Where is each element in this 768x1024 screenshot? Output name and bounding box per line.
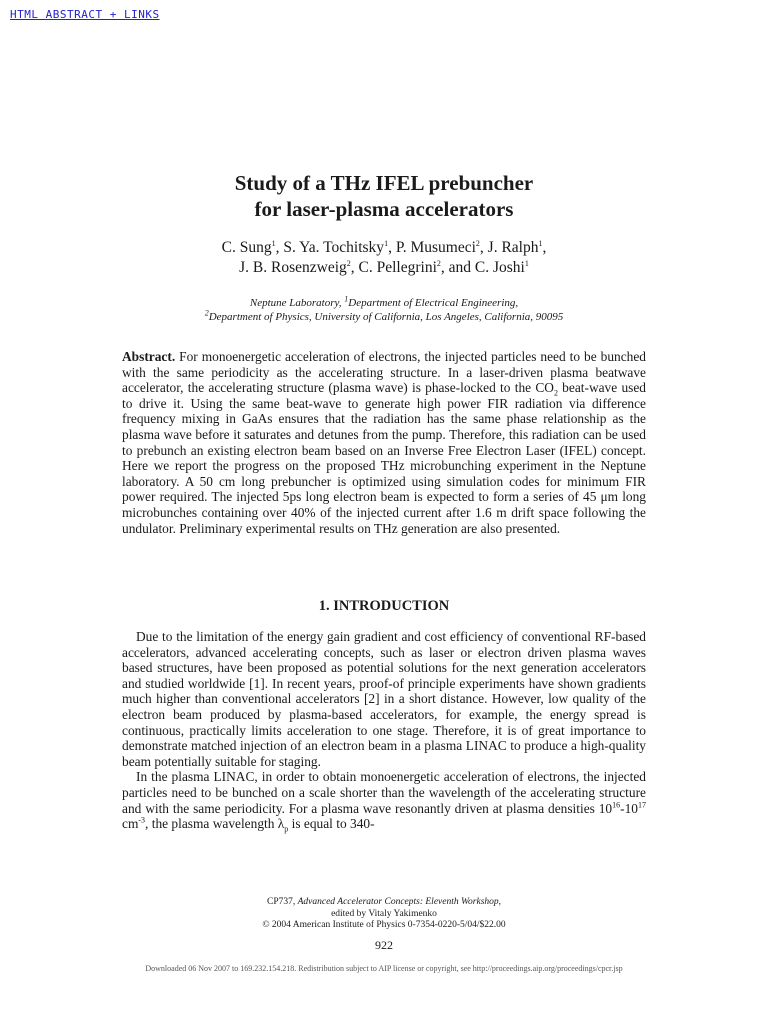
html-abstract-links[interactable]: HTML ABSTRACT + LINKS	[10, 8, 160, 21]
affiliations	[0, 296, 768, 324]
title-line-2: for laser-plasma accelerators	[254, 197, 514, 221]
affiliation-line-2: $^2$Department of Physics, University of California, Los Angeles, California, 90095	[204, 308, 564, 323]
author-line-2: J. B. Rosenzweig$^2$, C. Pellegrini$^2$, and C. Joshi$^1$	[239, 258, 529, 276]
affiliation-line-1: Neptune Laboratory, $^1$Department of Electrical Engineering,	[249, 294, 519, 309]
introduction-body	[122, 629, 646, 832]
paper-title	[0, 170, 768, 222]
footer-line-2: edited by Vitaly Yakimenko	[331, 908, 437, 919]
section-heading-introduction: 1. INTRODUCTION	[318, 598, 450, 614]
paragraph: In the plasma LINAC, in order to obtain monoenergetic acceleration of electrons, the injected particles need to be bunched on a scale shorter than the wavelength of the accelerating structure and with the same periodicity. For a plasma wave resonantly driven at plasma densities $10^{16}-10^{17}$ $cm^{-3}$, the plasma wavelength $\lambda_p$ is equal to 340-	[122, 769, 646, 834]
author-list	[0, 238, 768, 278]
footer-line-1: CP737, Advanced Accelerator Concepts: Eleventh Workshop,	[266, 897, 502, 907]
publication-footer	[0, 897, 768, 932]
abstract: Abstract. For monoenergetic acceleration of electrons, the injected particles need to be bunched with the same periodicity as the accelerating structure. In a laser-driven plasma beatwave accelerator, the accelerating structure (plasma wave) is phase-locked to the $CO_2$ beat-wave used to drive it. Using the same beat-wave to generate high power FIR radiation via difference frequency mixing in GaAs ensures that the radiation has the same phase relationship as the plasma wave before it saturates and detunes from the pump. Therefore, this radiation can be used to prebunch an existing electron beam based on an Inverse Free Electron Laser (IFEL) concept. Here we report the progress on the proposed THz microbunching experiment in the Neptune laboratory. A 50 cm long prebuncher is optimized using simulation codes for minimum FIR power required. The injected 5ps long electron beam is expected to form a series of 45 μm long microbunches containing over 40% of the injected current after 1.6 m drift space following the undulator. Preliminary experimental results on THz generation are also presented.	[122, 349, 646, 536]
page-number: 922	[375, 938, 393, 952]
footer-line-3: © 2004 American Institute of Physics 0-7354-0220-5/04/$22.00	[262, 920, 506, 930]
author-line-1: C. Sung$^1$, S. Ya. Tochitsky$^1$, P. Musumeci$^2$, J. Ralph$^1$,	[221, 238, 547, 256]
title-line-1: Study of a THz IFEL prebuncher	[234, 171, 534, 195]
download-notice: Downloaded 06 Nov 2007 to 169.232.154.218. Redistribution subject to AIP license or copyright, see http://proceedings.aip.org/proceedings/cpcr.jsp	[145, 964, 623, 973]
abstract-label: Abstract.	[122, 349, 176, 364]
paragraph: Due to the limitation of the energy gain gradient and cost efficiency of conventional RF-based accelerators, advanced accelerating concepts, such as laser or electron driven plasma waves based structures, have been proposed as potential solutions for the next generation accelerators and studied worldwide [1]. In recent years, proof-of principle experiments have shown gradients much higher than conventional accelerators [2] in a short distance. However, low quality of the electron beam produced by plasma-based accelerators, for example, the energy spread is continuous, practically limits acceleration to one stage. Therefore, it is of great importance to demonstrate matched injection of an electron beam in a plasma LINAC to produce a high-quality beam potentially suitable for staging.	[122, 629, 646, 769]
